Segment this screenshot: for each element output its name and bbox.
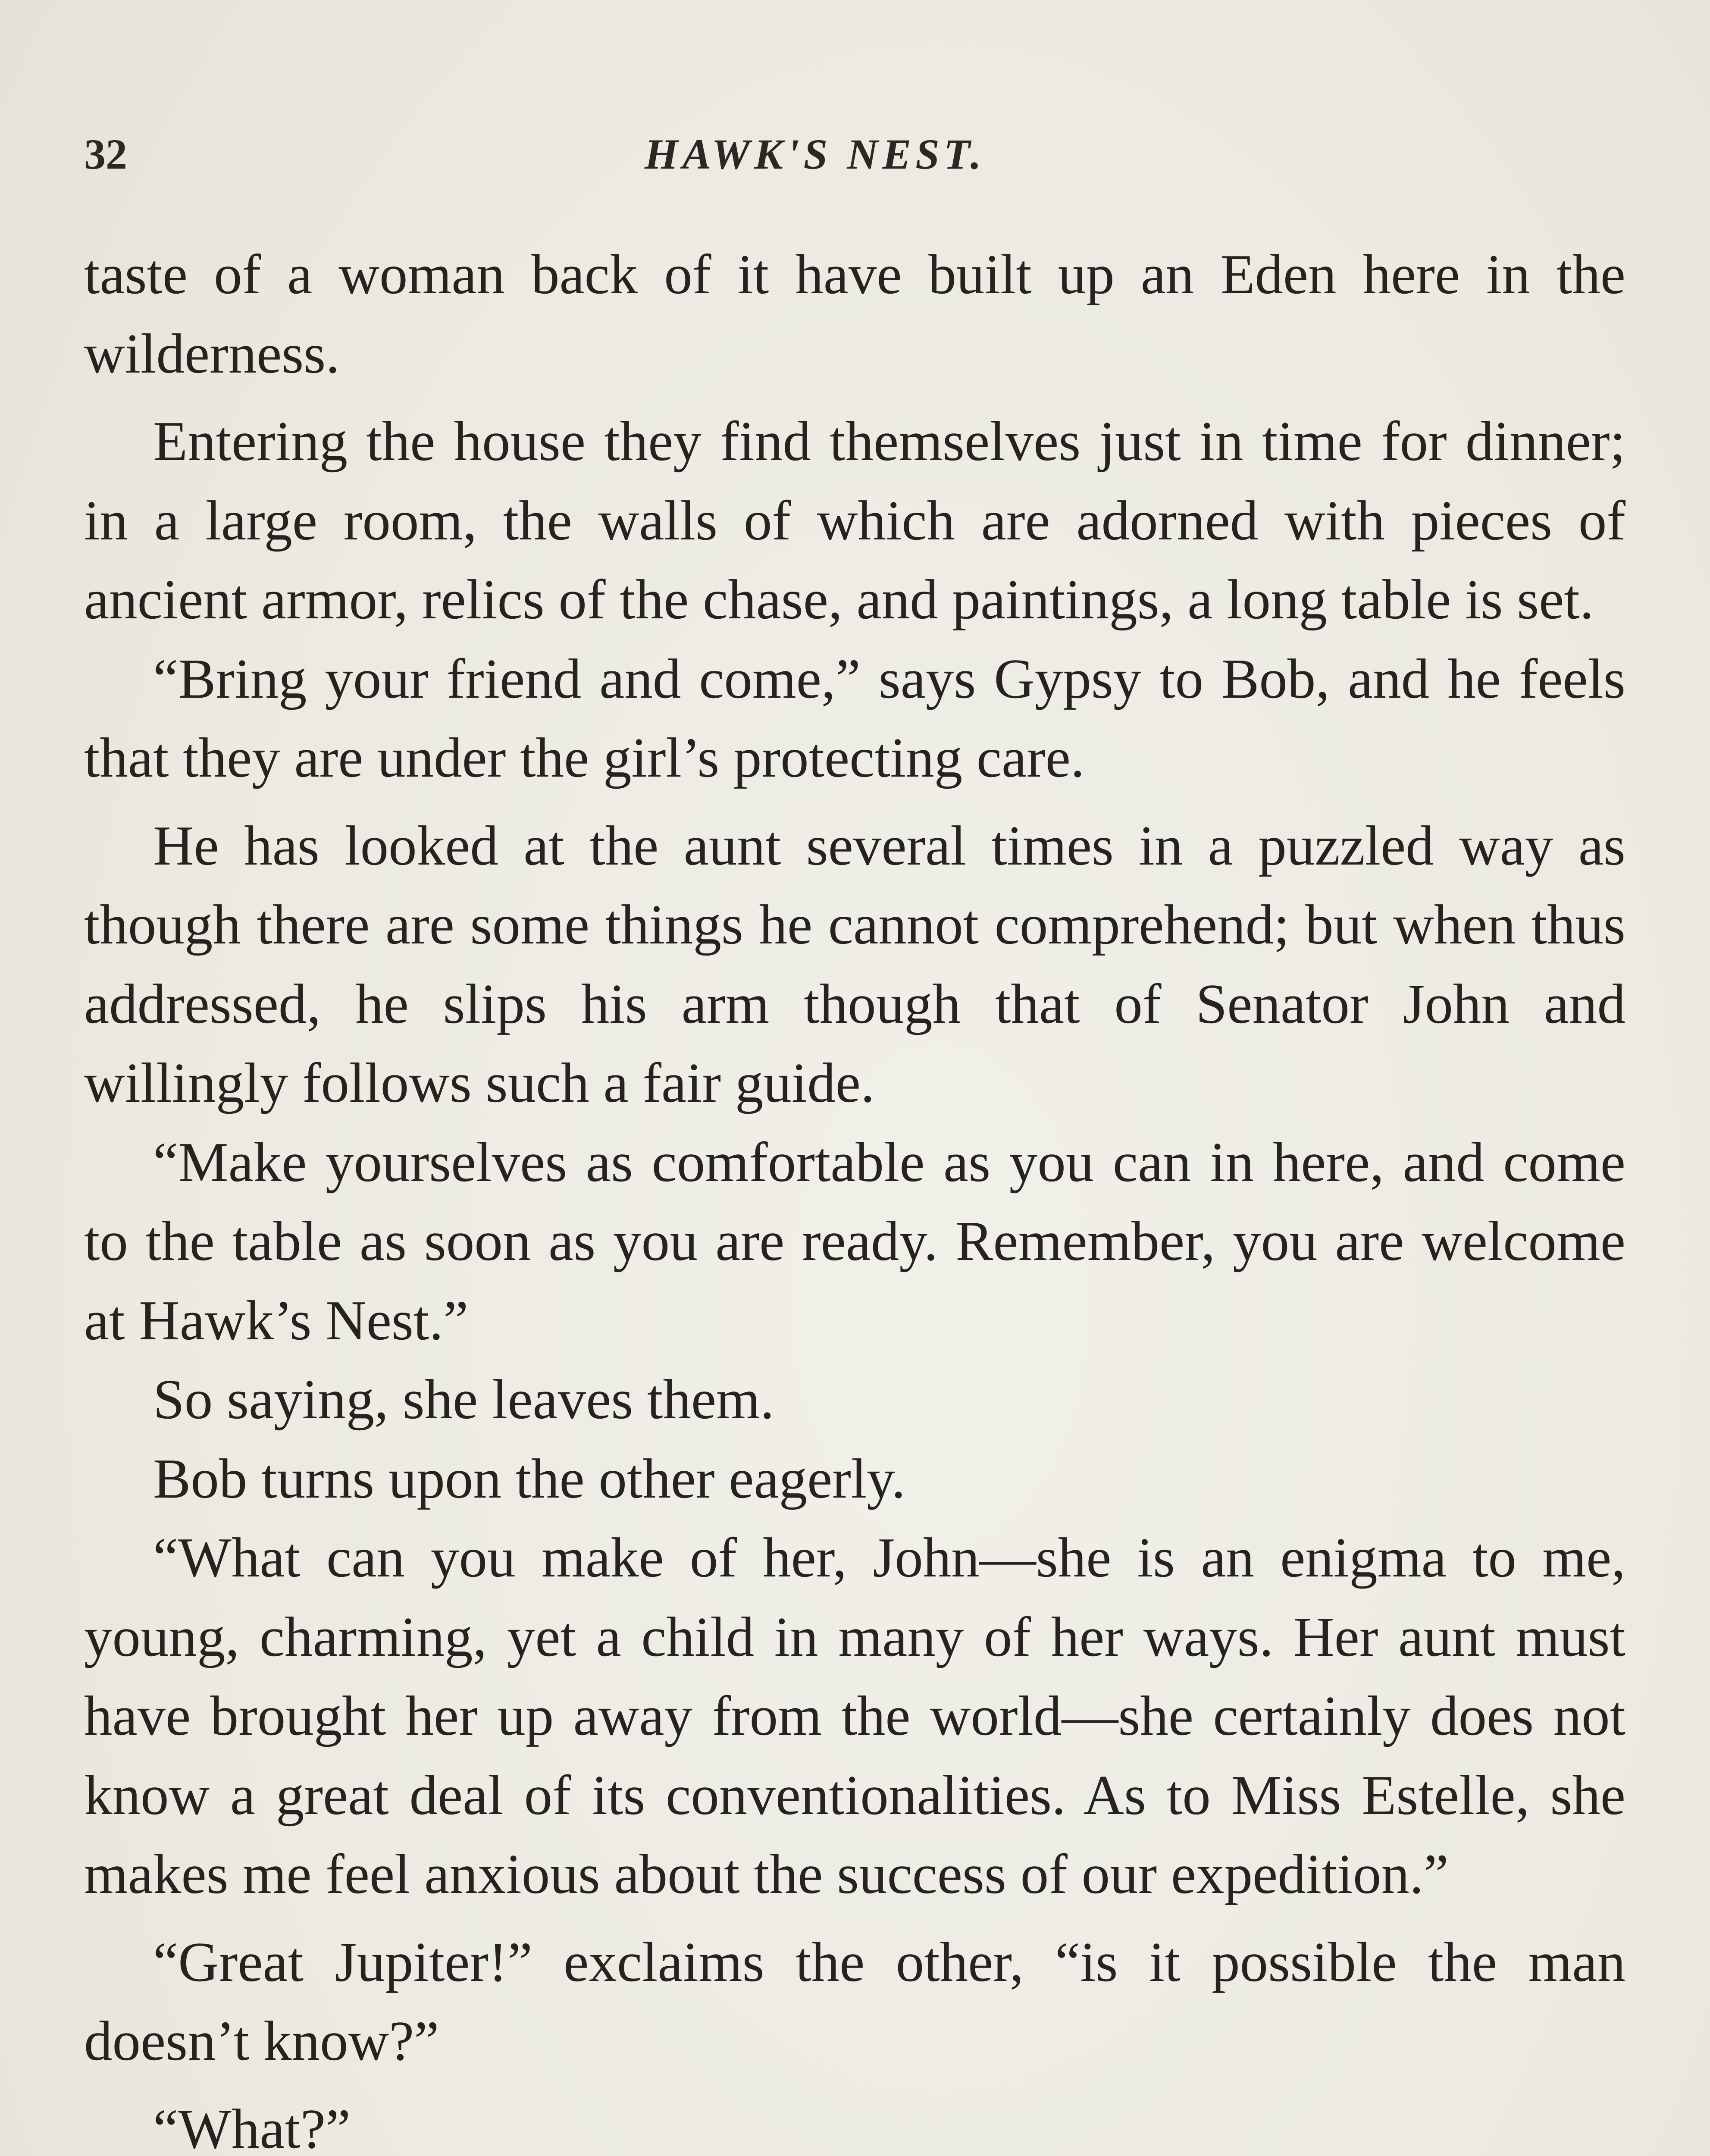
paragraph: taste of a woman back of it have built up an Eden here in the wilderness. [84,243,1625,385]
page-header [84,129,1623,194]
paragraph: “What can you make of her, John—she is an enigma to me, young, charming, yet a child in many of her ways. Her aunt must have brought her up away from the world—she certainly does not know a great deal of its conventionalities. As to Miss Estelle, she makes me feel anxious about the success of our expedition.” [84,1526,1625,1905]
running-title: HAWK'S NEST. [645,130,986,178]
paragraph: “Bring your friend and come,” says Gypsy to Bob, and he feels that they are under the girl’s protecting care. [84,647,1625,789]
paragraph: So saying, she leaves them. [153,1368,774,1431]
paragraph: He has looked at the aunt several times in a puzzled way as though there are some things he cannot comprehend; but when thus addressed, he slips his arm though that of Senator John and willingly follows such a fair guide. [84,814,1625,1114]
paragraph: Entering the house they find themselves just in time for dinner; in a large room, the walls of which are adorned with pieces of ancient armor, relics of the chase, and paintings, a long table is set. [84,410,1625,631]
paragraph: “What?” [153,2097,351,2156]
paragraph: “Make yourselves as comfortable as you can in here, and come to the table as soon as you are ready. Remember, you are welcome at Hawk’s Nest.” [84,1131,1625,1352]
page-number: 32 [84,130,127,178]
paragraph: Bob turns upon the other eagerly. [153,1447,906,1510]
body-text [84,235,1625,2156]
paragraph: “Great Jupiter!” exclaims the other, “is it possible the man doesn’t know?” [84,1930,1625,2072]
